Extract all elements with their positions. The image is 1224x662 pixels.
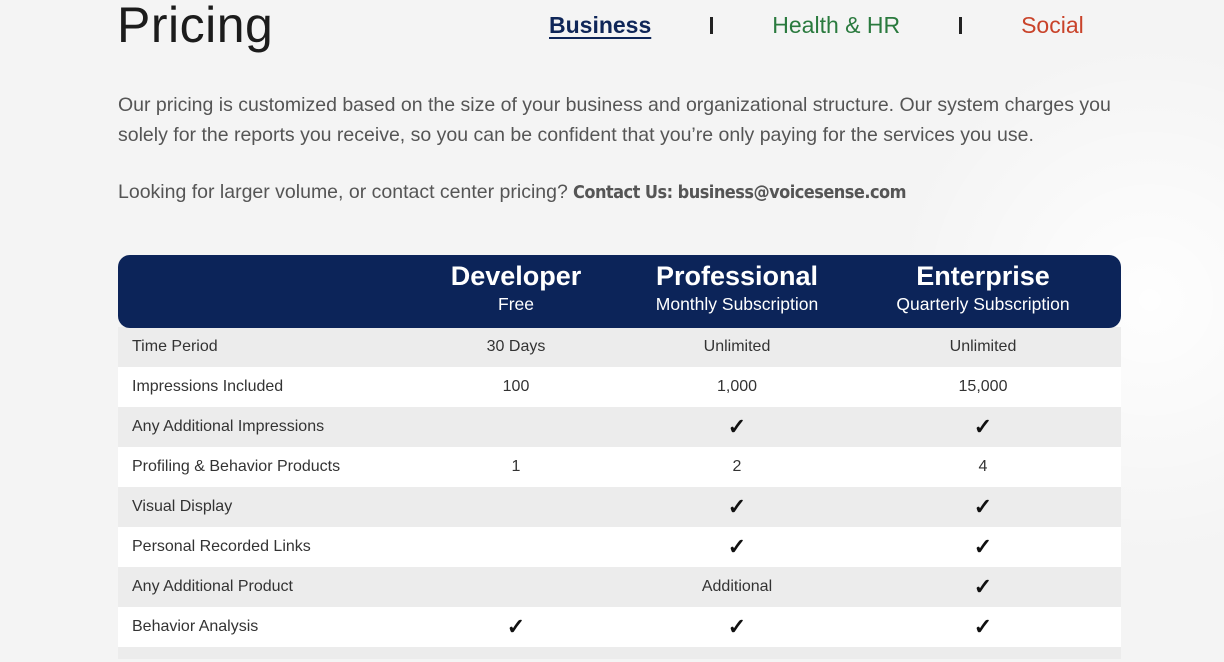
checkmark-icon: ✓ — [973, 414, 993, 439]
tab-social[interactable]: Social — [1021, 12, 1084, 38]
row-label: Behavior Analysis — [132, 618, 259, 635]
pricing-tabs — [549, 12, 1084, 39]
plan-subtitle: Free — [498, 294, 534, 314]
contact-email-link[interactable]: Contact Us: business@voicesense.com — [573, 182, 907, 203]
contact-prefix: Looking for larger volume, or contact center pricing? — [118, 181, 574, 203]
page-title: Pricing — [117, 0, 274, 53]
cell-enterprise: Unlimited — [949, 338, 1017, 355]
row-label: Impressions Included — [132, 378, 284, 395]
tab-separator — [959, 17, 962, 34]
table-row — [118, 607, 1121, 647]
table-row-partial — [118, 647, 1121, 659]
cell-enterprise: 15,000 — [958, 378, 1008, 395]
table-row — [118, 487, 1121, 527]
plan-name: Professional — [655, 261, 819, 291]
plan-header-enterprise — [845, 255, 1121, 328]
checkmark-icon: ✓ — [727, 414, 747, 439]
intro-paragraph: Our pricing is customized based on the size of your business and organizational structure. Our system charges you solely for the reports you receive, so you can be confident that you’re only paying for the services you use. — [118, 94, 1111, 146]
table-row — [118, 407, 1121, 447]
cell-enterprise: 4 — [978, 458, 988, 475]
row-label: Profiling & Behavior Products — [132, 458, 341, 475]
cell-developer: 100 — [502, 378, 530, 395]
plan-header-professional — [629, 255, 845, 328]
checkmark-icon: ✓ — [506, 614, 526, 639]
tab-business[interactable]: Business — [549, 12, 652, 38]
row-label: Time Period — [132, 338, 218, 355]
pricing-table-header — [118, 255, 1121, 328]
cell-developer: 1 — [511, 458, 521, 475]
checkmark-icon: ✓ — [973, 534, 993, 559]
checkmark-icon: ✓ — [727, 494, 747, 519]
cell-developer: 30 Days — [486, 338, 546, 355]
plan-name: Enterprise — [916, 261, 1050, 291]
checkmark-icon: ✓ — [973, 494, 993, 519]
table-row — [118, 327, 1121, 367]
row-label: Visual Display — [132, 498, 233, 515]
cell-professional: Additional — [701, 578, 773, 595]
checkmark-icon: ✓ — [727, 534, 747, 559]
plan-header-developer — [403, 255, 629, 328]
tab-health-hr[interactable]: Health & HR — [772, 12, 901, 38]
checkmark-icon: ✓ — [973, 614, 993, 639]
table-row — [118, 527, 1121, 567]
cell-professional: 2 — [732, 458, 742, 475]
tab-separator — [710, 17, 713, 34]
plan-subtitle: Monthly Subscription — [655, 294, 819, 314]
plan-name: Developer — [450, 261, 582, 291]
checkmark-icon: ✓ — [727, 614, 747, 639]
table-row — [118, 567, 1121, 607]
row-label: Any Additional Product — [132, 578, 293, 595]
contact-line — [118, 181, 943, 204]
row-label: Personal Recorded Links — [132, 538, 311, 555]
table-row — [118, 367, 1121, 407]
plan-subtitle: Quarterly Subscription — [896, 294, 1070, 314]
checkmark-icon: ✓ — [973, 574, 993, 599]
cell-professional: Unlimited — [703, 338, 771, 355]
header-blank-cell — [118, 255, 403, 328]
cell-professional: 1,000 — [716, 378, 758, 395]
row-label: Any Additional Impressions — [132, 418, 325, 435]
pricing-table — [118, 255, 1121, 659]
table-row — [118, 447, 1121, 487]
